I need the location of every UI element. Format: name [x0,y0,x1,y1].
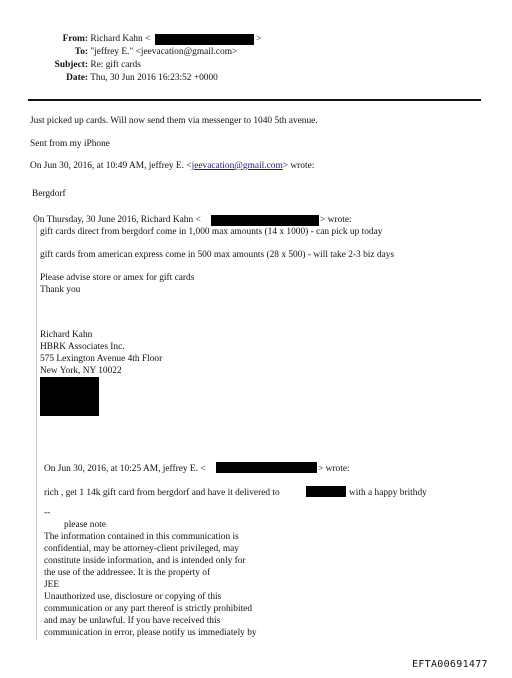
quote3-suffix: > wrote: [318,464,350,474]
thanks-line: Thank you [40,285,81,295]
quote-bar [36,214,37,640]
quote1-prefix: On Jun 30, 2016, at 10:49 AM, jeffrey E. < [30,161,192,171]
date-label: Date: [66,73,88,83]
header-to [8,47,237,58]
signature-address-2: New York, NY 10022 [40,366,122,376]
redaction-block [216,462,317,473]
redaction-block [40,377,99,416]
note-line: the use of the addressee. It is the property of [44,568,211,578]
bates-number: EFTA00691477 [412,659,488,670]
redaction-block [306,486,346,497]
header-divider [28,99,481,101]
date-value: Thu, 30 Jun 2016 16:23:52 +0000 [90,73,218,83]
body-line-1: Just picked up cards. Will now send them via messenger to 1040 5th avenue. [30,116,318,126]
note-line: Unauthorized use, disclosure or copying of this [44,592,222,602]
gift-line-1: gift cards direct from bergdorf come in 1,000 max amounts (14 x 1000) - can pick up today [40,227,383,237]
to-label: To: [74,47,88,57]
from-label: From: [62,34,88,44]
note-line: JEE [44,580,60,590]
gift-line-2: gift cards from american express come in 500 max amounts (28 x 500) - will take 2-3 biz days [40,250,395,260]
quote-header-2: On Thursday, 30 June 2016, Richard Kahn < [33,215,201,225]
quote-header-1 [30,161,314,172]
note-line: constitute inside information, and is intended only for [44,556,246,566]
note-line: The information contained in this communication is [44,532,239,542]
bergdorf-line: Bergdorf [32,189,66,199]
to-value: "jeffrey E." <jeevacation@gmail.com> [90,47,238,57]
signature-dashes: -- [44,508,51,518]
header-from [8,34,150,45]
email-link[interactable]: jeevacation@gmail.com [191,161,283,171]
subject-label: Subject: [54,60,88,70]
note-line: and may be unlawful. If you have received this [44,616,221,626]
quote-header-3: On Jun 30, 2016, at 10:25 AM, jeffrey E. < [44,464,206,474]
note-line: confidential, may be attorney-client privileged, may [44,544,239,554]
note-line: communication in error, please notify us immediately by [44,628,257,638]
advise-line: Please advise store or amex for gift cards [40,273,195,283]
redaction-block [155,34,254,45]
redaction-block [211,215,319,226]
body-line-2: Sent from my iPhone [30,139,110,149]
from-value: Richard Kahn < [90,34,151,44]
rich-line-suffix: with a happy brithdy [349,488,427,498]
quote1-suffix: > wrote: [282,161,315,171]
header-subject [8,60,141,71]
note-line: communication or any part thereof is strictly prohibited [44,604,253,614]
signature-name: Richard Kahn [40,330,93,340]
note-title: please note [64,520,106,530]
signature-company: HBRK Associates Inc. [40,342,125,352]
quote2-suffix: > wrote: [320,215,352,225]
from-tail: > [256,34,262,44]
signature-address-1: 575 Lexington Avenue 4th Floor [40,354,163,364]
header-date [8,73,218,84]
subject-value: Re: gift cards [90,60,141,70]
rich-line-prefix: rich , get 1 14k gift card from bergdorf and have it delivered to [44,488,280,498]
